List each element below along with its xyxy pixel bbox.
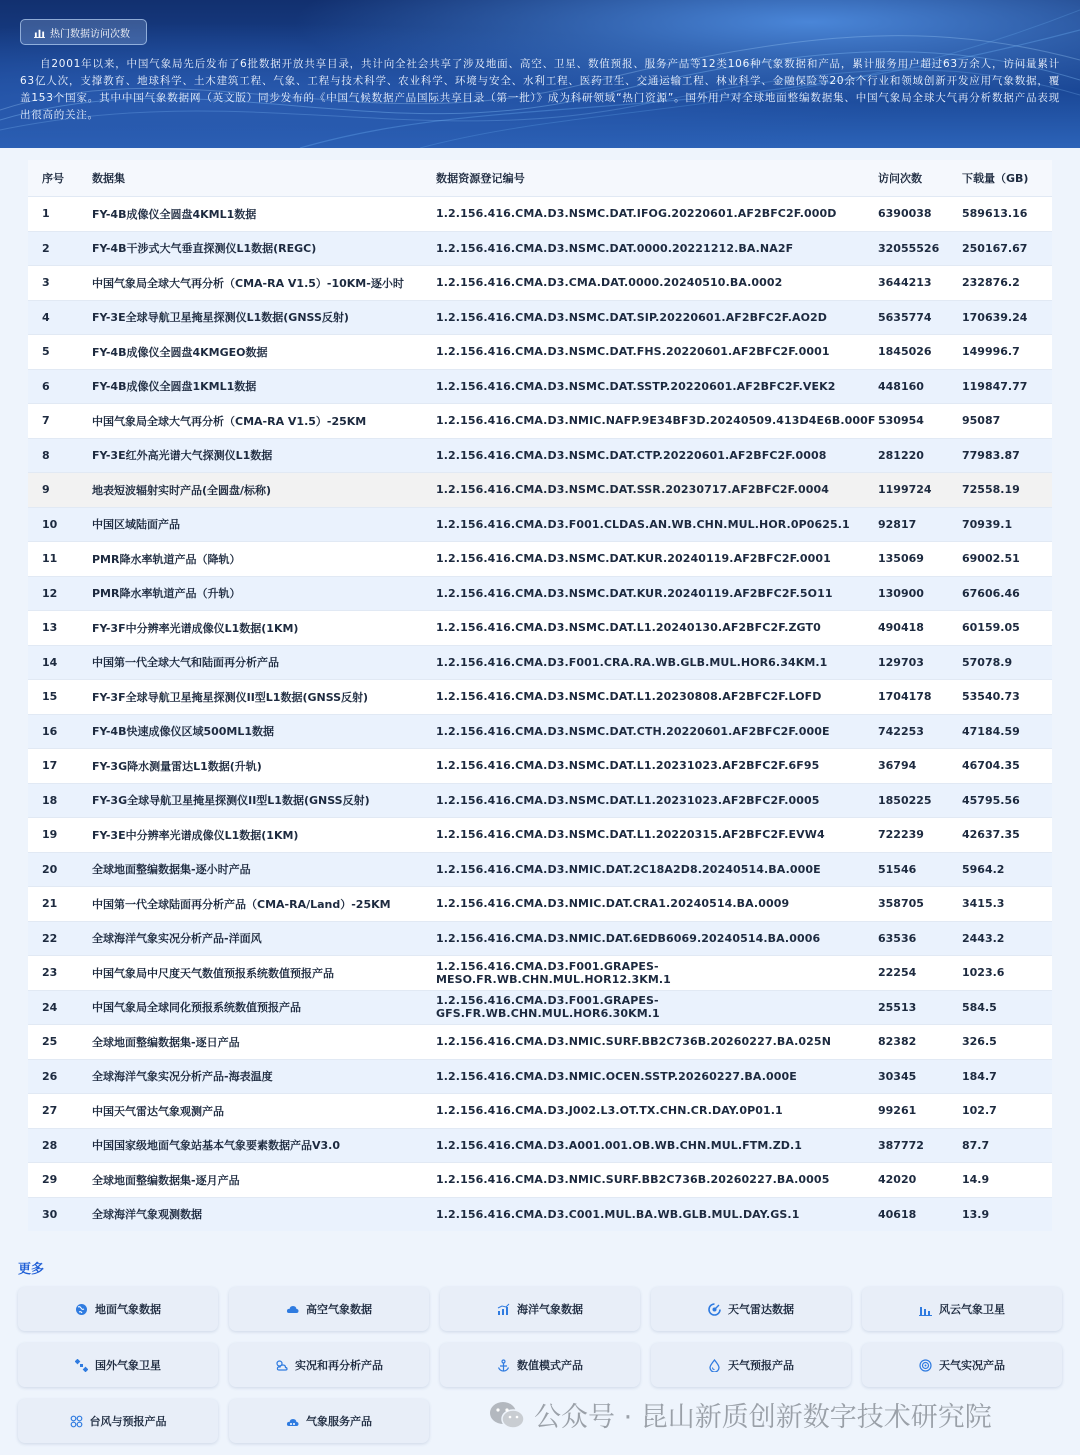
more-button-label: 风云气象卫星 xyxy=(939,1303,1005,1316)
cell-registration-id: 1.2.156.416.CMA.D3.NSMC.DAT.IFOG.20220601.AF2BFC2F.000D xyxy=(436,207,837,221)
more-button[interactable] xyxy=(229,1399,429,1443)
cell-dataset: 中国天气雷达气象观测产品 xyxy=(92,1104,224,1118)
cell-dataset: FY-3F全球导航卫星掩星探测仪II型L1数据(GNSS反射) xyxy=(92,690,369,704)
cell-dataset: PMR降水率轨道产品（升轨） xyxy=(92,587,241,601)
cell-downloads: 53540.73 xyxy=(962,690,1020,704)
sun-cloud-icon xyxy=(275,1359,288,1372)
more-button-label: 天气预报产品 xyxy=(728,1359,794,1372)
table-row[interactable] xyxy=(28,921,1052,956)
cell-registration-id: 1.2.156.416.CMA.D3.NSMC.DAT.SIP.20220601.AF2BFC2F.AO2D xyxy=(436,310,828,324)
cell-visits: 490418 xyxy=(878,621,924,635)
table-row[interactable] xyxy=(28,300,1052,335)
watermark-text: 公众号 · 昆山新质创新数字技术研究院 xyxy=(534,1402,992,1433)
table-row[interactable] xyxy=(28,886,1052,921)
cell-registration-id: 1.2.156.416.CMA.D3.NSMC.DAT.CTP.20220601.AF2BFC2F.0008 xyxy=(436,448,827,462)
cell-visits: 82382 xyxy=(878,1035,917,1049)
cell-dataset: 中国气象局全球大气再分析（CMA-RA V1.5）-25KM xyxy=(92,414,367,428)
more-button-label: 台风与预报产品 xyxy=(89,1415,167,1428)
cell-downloads: 69002.51 xyxy=(962,552,1020,566)
radar-icon xyxy=(708,1303,721,1316)
more-button[interactable] xyxy=(440,1343,640,1387)
cell-index: 20 xyxy=(42,862,58,876)
table-row[interactable] xyxy=(28,1128,1052,1163)
cell-downloads: 3415.3 xyxy=(962,897,1005,911)
cell-registration-id: 1.2.156.416.CMA.D3.NSMC.DAT.L1.20240130.AF2BFC2F.ZGT0 xyxy=(436,621,821,635)
cell-dataset: 中国国家级地面气象站基本气象要素数据产品V3.0 xyxy=(92,1139,340,1153)
table-row[interactable] xyxy=(28,1093,1052,1128)
header-index: 序号 xyxy=(42,172,64,185)
bar-chart-icon xyxy=(919,1303,932,1316)
cell-downloads: 46704.35 xyxy=(962,759,1020,773)
cell-registration-id: 1.2.156.416.CMA.D3.NSMC.DAT.0000.20221212.BA.NA2F xyxy=(436,241,794,255)
cell-index: 4 xyxy=(42,310,50,324)
more-button[interactable] xyxy=(18,1343,218,1387)
cell-visits: 1199724 xyxy=(878,483,932,497)
cell-downloads: 67606.46 xyxy=(962,586,1020,600)
cell-registration-id: 1.2.156.416.CMA.D3.J002.L3.OT.TX.CHN.CR.DAY.0P01.1 xyxy=(436,1104,783,1118)
cell-visits: 135069 xyxy=(878,552,924,566)
more-button[interactable] xyxy=(18,1399,218,1443)
table-row[interactable] xyxy=(28,1059,1052,1094)
cell-index: 24 xyxy=(42,1000,58,1014)
cloud-icon xyxy=(286,1303,299,1316)
cell-downloads: 326.5 xyxy=(962,1035,997,1049)
cell-dataset: FY-3G降水测量雷达L1数据(升轨) xyxy=(92,759,262,773)
header-dataset: 数据集 xyxy=(92,172,125,185)
cell-index: 14 xyxy=(42,655,58,669)
wechat-logo-icon xyxy=(488,1400,526,1430)
cell-visits: 358705 xyxy=(878,897,924,911)
cell-registration-id: 1.2.156.416.CMA.D3.NMIC.DAT.2C18A2D8.20240514.BA.000E xyxy=(436,862,821,876)
table-header xyxy=(28,160,1052,196)
cell-index: 17 xyxy=(42,759,58,773)
hero-banner xyxy=(0,0,1080,148)
cell-downloads: 184.7 xyxy=(962,1069,997,1083)
more-button[interactable] xyxy=(651,1287,851,1331)
cell-registration-id: 1.2.156.416.CMA.D3.NSMC.DAT.SSTP.20220601.AF2BFC2F.VEK2 xyxy=(436,379,836,393)
cell-visits: 281220 xyxy=(878,448,924,462)
cell-registration-id: 1.2.156.416.CMA.D3.C001.MUL.BA.WB.GLB.MUL.DAY.GS.1 xyxy=(436,1207,800,1221)
cell-dataset: FY-3E全球导航卫星掩星探测仪L1数据(GNSS反射) xyxy=(92,311,349,325)
cell-dataset: 中国第一代全球陆面再分析产品（CMA-RA/Land）-25KM xyxy=(92,897,391,911)
satellite-icon xyxy=(75,1359,88,1372)
cell-dataset: FY-4B干涉式大气垂直探测仪L1数据(REGC) xyxy=(92,242,317,256)
more-button[interactable] xyxy=(440,1287,640,1331)
cell-index: 30 xyxy=(42,1207,58,1221)
table-row[interactable] xyxy=(28,1024,1052,1059)
cell-index: 5 xyxy=(42,345,50,359)
cell-visits: 1850225 xyxy=(878,793,932,807)
grid-icon xyxy=(70,1415,83,1428)
cell-visits: 1845026 xyxy=(878,345,932,359)
cell-registration-id: 1.2.156.416.CMA.D3.NSMC.DAT.KUR.20240119.AF2BFC2F.5O11 xyxy=(436,586,833,600)
cell-index: 11 xyxy=(42,552,58,566)
cell-dataset: FY-3F中分辨率光谱成像仪L1数据(1KM) xyxy=(92,621,299,635)
cell-dataset: 全球地面整编数据集-逐月产品 xyxy=(92,1173,240,1187)
cell-index: 15 xyxy=(42,690,58,704)
cell-index: 22 xyxy=(42,931,58,945)
cell-visits: 3644213 xyxy=(878,276,932,290)
more-button-label: 国外气象卫星 xyxy=(95,1359,161,1372)
more-button[interactable] xyxy=(862,1287,1062,1331)
cell-dataset: 全球海洋气象实况分析产品-海表温度 xyxy=(92,1070,273,1084)
cell-dataset: FY-4B成像仪全圆盘4KMGEO数据 xyxy=(92,345,268,359)
table-row[interactable] xyxy=(28,507,1052,542)
cell-visits: 530954 xyxy=(878,414,924,428)
cell-downloads: 70939.1 xyxy=(962,517,1013,531)
table-row[interactable] xyxy=(28,369,1052,404)
cell-downloads: 47184.59 xyxy=(962,724,1020,738)
cell-index: 2 xyxy=(42,241,50,255)
cell-index: 12 xyxy=(42,586,58,600)
more-button-label: 实况和再分析产品 xyxy=(295,1359,383,1372)
cell-downloads: 584.5 xyxy=(962,1000,997,1014)
more-button-label: 海洋气象数据 xyxy=(517,1303,583,1316)
cell-dataset: 全球地面整编数据集-逐小时产品 xyxy=(92,863,251,877)
cell-visits: 36794 xyxy=(878,759,917,773)
cell-downloads: 72558.19 xyxy=(962,483,1020,497)
more-section-title: 更多 xyxy=(18,1262,45,1277)
cell-index: 16 xyxy=(42,724,58,738)
table-body xyxy=(28,196,1052,1231)
cell-downloads: 57078.9 xyxy=(962,655,1013,669)
more-button[interactable] xyxy=(229,1287,429,1331)
cell-downloads: 250167.67 xyxy=(962,241,1028,255)
cell-dataset: 中国气象局全球大气再分析（CMA-RA V1.5）-10KM-逐小时 xyxy=(92,276,404,290)
cell-dataset: 中国气象局全球同化预报系统数值预报产品 xyxy=(92,1001,301,1015)
cell-visits: 129703 xyxy=(878,655,924,669)
cell-visits: 25513 xyxy=(878,1000,917,1014)
cell-dataset: FY-4B成像仪全圆盘1KML1数据 xyxy=(92,380,257,394)
cell-downloads: 42637.35 xyxy=(962,828,1020,842)
table-row[interactable] xyxy=(28,576,1052,611)
cell-visits: 387772 xyxy=(878,1138,924,1152)
cell-downloads: 102.7 xyxy=(962,1104,997,1118)
cell-index: 7 xyxy=(42,414,50,428)
more-button-label: 气象服务产品 xyxy=(306,1415,372,1428)
cell-dataset: FY-3E红外高光谱大气探测仪L1数据 xyxy=(92,449,273,463)
cell-registration-id: 1.2.156.416.CMA.D3.NSMC.DAT.L1.20231023.AF2BFC2F.0005 xyxy=(436,793,820,807)
table-row[interactable] xyxy=(28,403,1052,438)
cell-index: 3 xyxy=(42,276,50,290)
cell-registration-id: 1.2.156.416.CMA.D3.NMIC.NAFP.9E34BF3D.20240509.413D4E6B.000F xyxy=(436,414,876,428)
target-icon xyxy=(919,1359,932,1372)
cell-registration-id: 1.2.156.416.CMA.D3.NSMC.DAT.FHS.20220601.AF2BFC2F.0001 xyxy=(436,345,830,359)
anchor-icon xyxy=(497,1359,510,1372)
data-table xyxy=(28,160,1052,1231)
more-button-label: 天气实况产品 xyxy=(939,1359,1005,1372)
table-row[interactable] xyxy=(28,748,1052,783)
wechat-watermark xyxy=(488,1395,992,1434)
table-row[interactable] xyxy=(28,714,1052,749)
cell-index: 9 xyxy=(42,483,50,497)
table-row[interactable] xyxy=(28,231,1052,266)
cell-registration-id: 1.2.156.416.CMA.D3.F001.CLDAS.AN.WB.CHN.MUL.HOR.0P0625.1 xyxy=(436,517,850,531)
cell-downloads: 170639.24 xyxy=(962,310,1028,324)
cell-visits: 32055526 xyxy=(878,241,940,255)
more-button[interactable] xyxy=(18,1287,218,1331)
cell-visits: 742253 xyxy=(878,724,924,738)
cell-registration-id: 1.2.156.416.CMA.D3.A001.001.OB.WB.CHN.MUL.FTM.ZD.1 xyxy=(436,1138,803,1152)
cell-visits: 40618 xyxy=(878,1207,917,1221)
table-row[interactable] xyxy=(28,1162,1052,1197)
cell-index: 6 xyxy=(42,379,50,393)
bar-chart-icon xyxy=(34,27,45,38)
globe-icon xyxy=(75,1303,88,1316)
cell-index: 21 xyxy=(42,897,58,911)
cell-index: 28 xyxy=(42,1138,58,1152)
table-row[interactable] xyxy=(28,783,1052,818)
more-button-label: 天气雷达数据 xyxy=(728,1303,794,1316)
cell-visits: 1704178 xyxy=(878,690,932,704)
cell-registration-id: 1.2.156.416.CMA.D3.NMIC.OCEN.SSTP.20260227.BA.000E xyxy=(436,1069,797,1083)
more-button[interactable] xyxy=(862,1343,1062,1387)
cell-downloads: 60159.05 xyxy=(962,621,1020,635)
cell-visits: 30345 xyxy=(878,1069,917,1083)
cell-downloads: 95087 xyxy=(962,414,1001,428)
table-row[interactable] xyxy=(28,955,1052,990)
table-row[interactable] xyxy=(28,817,1052,852)
cell-downloads: 232876.2 xyxy=(962,276,1020,290)
cell-downloads: 87.7 xyxy=(962,1138,990,1152)
header-visits: 访问次数 xyxy=(878,172,922,185)
cell-downloads: 149996.7 xyxy=(962,345,1020,359)
cell-registration-id: 1.2.156.416.CMA.D3.NMIC.SURF.BB2C736B.20260227.BA.0005 xyxy=(436,1173,830,1187)
more-button-label: 地面气象数据 xyxy=(95,1303,161,1316)
table-row[interactable] xyxy=(28,1197,1052,1232)
cell-visits: 51546 xyxy=(878,862,917,876)
cell-index: 19 xyxy=(42,828,58,842)
cell-downloads: 13.9 xyxy=(962,1207,990,1221)
cell-dataset: 全球地面整编数据集-逐日产品 xyxy=(92,1035,240,1049)
cell-downloads: 45795.56 xyxy=(962,793,1020,807)
table-row[interactable] xyxy=(28,265,1052,300)
more-button[interactable] xyxy=(651,1343,851,1387)
cell-index: 10 xyxy=(42,517,58,531)
table-row[interactable] xyxy=(28,645,1052,680)
cell-downloads: 14.9 xyxy=(962,1173,990,1187)
cell-index: 18 xyxy=(42,793,58,807)
cell-registration-id: 1.2.156.416.CMA.D3.NSMC.DAT.KUR.20240119.AF2BFC2F.0001 xyxy=(436,552,831,566)
cell-dataset: FY-4B成像仪全圆盘4KML1数据 xyxy=(92,207,257,221)
cell-index: 27 xyxy=(42,1104,58,1118)
cell-downloads: 589613.16 xyxy=(962,207,1028,221)
cell-registration-id: 1.2.156.416.CMA.D3.NMIC.DAT.6EDB6069.20240514.BA.0006 xyxy=(436,931,821,945)
cell-registration-id: 1.2.156.416.CMA.D3.CMA.DAT.0000.20240510.BA.0002 xyxy=(436,276,783,290)
hero-description: 自2001年以来，中国气象局先后发布了6批数据开放共享目录，共计向全社会共享了涉及地面、高空、卫星、数值预报、服务产品等12类106种气象数据和产品，累计服务用户超过63万余人，访问量累计63亿人次，支撑教育、地球科学、土木建筑工程、气象、工程与技术科学、农业科学、环境与安全、水利工程、医药卫生、交通运输工程、林业科学、金融保险等20余个行业和领域创新开发应用气象数据，覆盖153个国家。其中中国气象数据网（英文版）同步发布的《中国气候数据产品国际共享目录（第一批）》成为科研领域“热门资源”。国外用户对全球地面整编数据集、中国气象局全球大气再分析数据产品表现出很高的关注。 xyxy=(20,58,1060,121)
cell-downloads: 5964.2 xyxy=(962,862,1005,876)
cell-registration-id: 1.2.156.416.CMA.D3.NSMC.DAT.L1.20230808.AF2BFC2F.LOFD xyxy=(436,690,822,704)
more-button-label: 高空气象数据 xyxy=(306,1303,372,1316)
table-row[interactable] xyxy=(28,438,1052,473)
more-button-label: 数值模式产品 xyxy=(517,1359,583,1372)
table-row[interactable] xyxy=(28,541,1052,576)
cell-dataset: FY-4B快速成像仪区域500ML1数据 xyxy=(92,725,275,739)
cell-visits: 42020 xyxy=(878,1173,917,1187)
cell-visits: 6390038 xyxy=(878,207,932,221)
cell-registration-id: 1.2.156.416.CMA.D3.F001.GRAPES-GFS.FR.WB.CHN.MUL.HOR6.30KM.1 xyxy=(436,994,660,1021)
cloud-service-icon xyxy=(286,1415,299,1428)
badge-label: 热门数据访问次数 xyxy=(50,28,130,40)
hot-data-badge xyxy=(20,19,147,45)
cell-registration-id: 1.2.156.416.CMA.D3.NSMC.DAT.CTH.20220601.AF2BFC2F.000E xyxy=(436,724,830,738)
cell-dataset: 中国气象局中尺度天气数值预报系统数值预报产品 xyxy=(92,966,334,980)
header-registration-id: 数据资源登记编号 xyxy=(436,172,525,185)
cell-index: 13 xyxy=(42,621,58,635)
cell-dataset: FY-3G全球导航卫星掩星探测仪II型L1数据(GNSS反射) xyxy=(92,794,370,808)
more-button[interactable] xyxy=(229,1343,429,1387)
cell-visits: 5635774 xyxy=(878,310,932,324)
cell-index: 23 xyxy=(42,966,58,980)
cell-visits: 92817 xyxy=(878,517,917,531)
cell-downloads: 77983.87 xyxy=(962,448,1020,462)
table-row[interactable] xyxy=(28,472,1052,507)
cell-visits: 22254 xyxy=(878,966,917,980)
cell-dataset: PMR降水率轨道产品（降轨） xyxy=(92,552,241,566)
cell-registration-id: 1.2.156.416.CMA.D3.NSMC.DAT.L1.20220315.AF2BFC2F.EVW4 xyxy=(436,828,825,842)
cell-registration-id: 1.2.156.416.CMA.D3.NSMC.DAT.L1.20231023.AF2BFC2F.6F95 xyxy=(436,759,820,773)
cell-downloads: 2443.2 xyxy=(962,931,1005,945)
wave-chart-icon xyxy=(497,1303,510,1316)
cell-visits: 722239 xyxy=(878,828,924,842)
cell-dataset: 全球海洋气象实况分析产品-洋面风 xyxy=(92,932,262,946)
cell-dataset: 地表短波辐射实时产品(全圆盘/标称) xyxy=(92,483,272,497)
table-row[interactable] xyxy=(28,679,1052,714)
cell-visits: 448160 xyxy=(878,379,924,393)
table-row[interactable] xyxy=(28,334,1052,369)
table-row[interactable] xyxy=(28,196,1052,231)
cell-index: 29 xyxy=(42,1173,58,1187)
cell-index: 26 xyxy=(42,1069,58,1083)
cell-visits: 99261 xyxy=(878,1104,917,1118)
header-downloads: 下载量（GB) xyxy=(962,172,1029,185)
cell-visits: 63536 xyxy=(878,931,917,945)
cell-registration-id: 1.2.156.416.CMA.D3.NSMC.DAT.SSR.20230717.AF2BFC2F.0004 xyxy=(436,483,829,497)
table-row[interactable] xyxy=(28,610,1052,645)
table-row[interactable] xyxy=(28,990,1052,1025)
cell-index: 8 xyxy=(42,448,50,462)
cell-dataset: 中国区域陆面产品 xyxy=(92,518,180,532)
table-row[interactable] xyxy=(28,852,1052,887)
cell-registration-id: 1.2.156.416.CMA.D3.F001.CRA.RA.WB.GLB.MUL.HOR6.34KM.1 xyxy=(436,655,828,669)
cell-dataset: 中国第一代全球大气和陆面再分析产品 xyxy=(92,656,279,670)
cell-index: 1 xyxy=(42,207,50,221)
cell-registration-id: 1.2.156.416.CMA.D3.F001.GRAPES-MESO.FR.WB.CHN.MUL.HOR12.3KM.1 xyxy=(436,959,671,986)
cell-registration-id: 1.2.156.416.CMA.D3.NMIC.DAT.CRA1.20240514.BA.0009 xyxy=(436,897,790,911)
cell-downloads: 1023.6 xyxy=(962,966,1005,980)
drop-icon xyxy=(708,1359,721,1372)
cell-registration-id: 1.2.156.416.CMA.D3.NMIC.SURF.BB2C736B.20260227.BA.025N xyxy=(436,1035,831,1049)
cell-dataset: FY-3E中分辨率光谱成像仪L1数据(1KM) xyxy=(92,828,299,842)
cell-dataset: 全球海洋气象观测数据 xyxy=(92,1208,202,1222)
cell-visits: 130900 xyxy=(878,586,924,600)
cell-downloads: 119847.77 xyxy=(962,379,1028,393)
cell-index: 25 xyxy=(42,1035,58,1049)
